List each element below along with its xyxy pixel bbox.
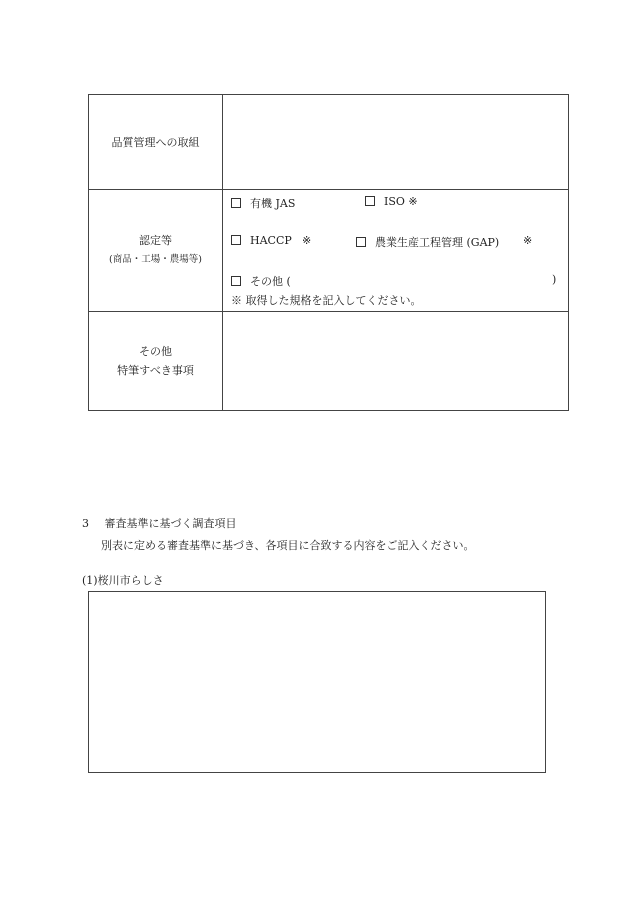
gap-label: 農業生産工程管理 (GAP) [375,236,500,250]
checkbox-icon[interactable] [231,235,241,245]
section3-instruction: 別表に定める審査基準に基づき、各項目に合致する内容をご記入ください。 [101,539,475,552]
haccp-option[interactable] [231,234,292,247]
quality-row [89,95,569,190]
section3-heading [82,515,237,531]
checkbox-icon[interactable] [231,198,241,208]
other-option[interactable] [231,273,291,289]
quality-label-cell [89,95,223,190]
other-close-paren: ) [552,273,557,287]
other-label: その他 ( [250,275,291,289]
iso-option[interactable] [365,195,418,208]
other-notes-row [89,311,569,410]
certification-row [89,190,569,311]
sakuragawa-identity-textbox[interactable] [88,591,546,773]
haccp-label: HACCP [250,234,292,248]
gap-option[interactable] [356,234,499,250]
cert-label: 認定等 [139,234,172,248]
section3-number: 3 [82,517,89,530]
organic-jas-option[interactable] [231,195,295,211]
application-form-table [88,94,569,411]
other-label-cell [89,311,223,410]
cert-sublabel: (商品・工場・農場等) [109,254,202,266]
haccp-note-mark: ※ [302,234,312,248]
section3-title: 審査基準に基づく調査項目 [104,517,237,530]
iso-label: ISO ※ [384,195,418,209]
other-label-line1: その他 [139,344,172,358]
other-notes-input-cell[interactable] [223,311,569,410]
other-label-line2: 特筆すべき事項 [117,363,194,377]
cert-label-cell [89,190,223,311]
quality-input-cell[interactable] [223,95,569,190]
subsection1-label: (1)桜川市らしさ [82,574,164,587]
cert-note: ※ 取得した規格を記入してください。 [231,294,422,308]
checkbox-icon[interactable] [356,237,366,247]
checkbox-icon[interactable] [231,276,241,286]
cert-options-cell [223,190,569,311]
organic-jas-label: 有機 JAS [250,197,296,211]
gap-note-mark: ※ [523,234,533,248]
checkbox-icon[interactable] [365,196,375,206]
quality-label: 品質管理への取組 [111,135,200,149]
